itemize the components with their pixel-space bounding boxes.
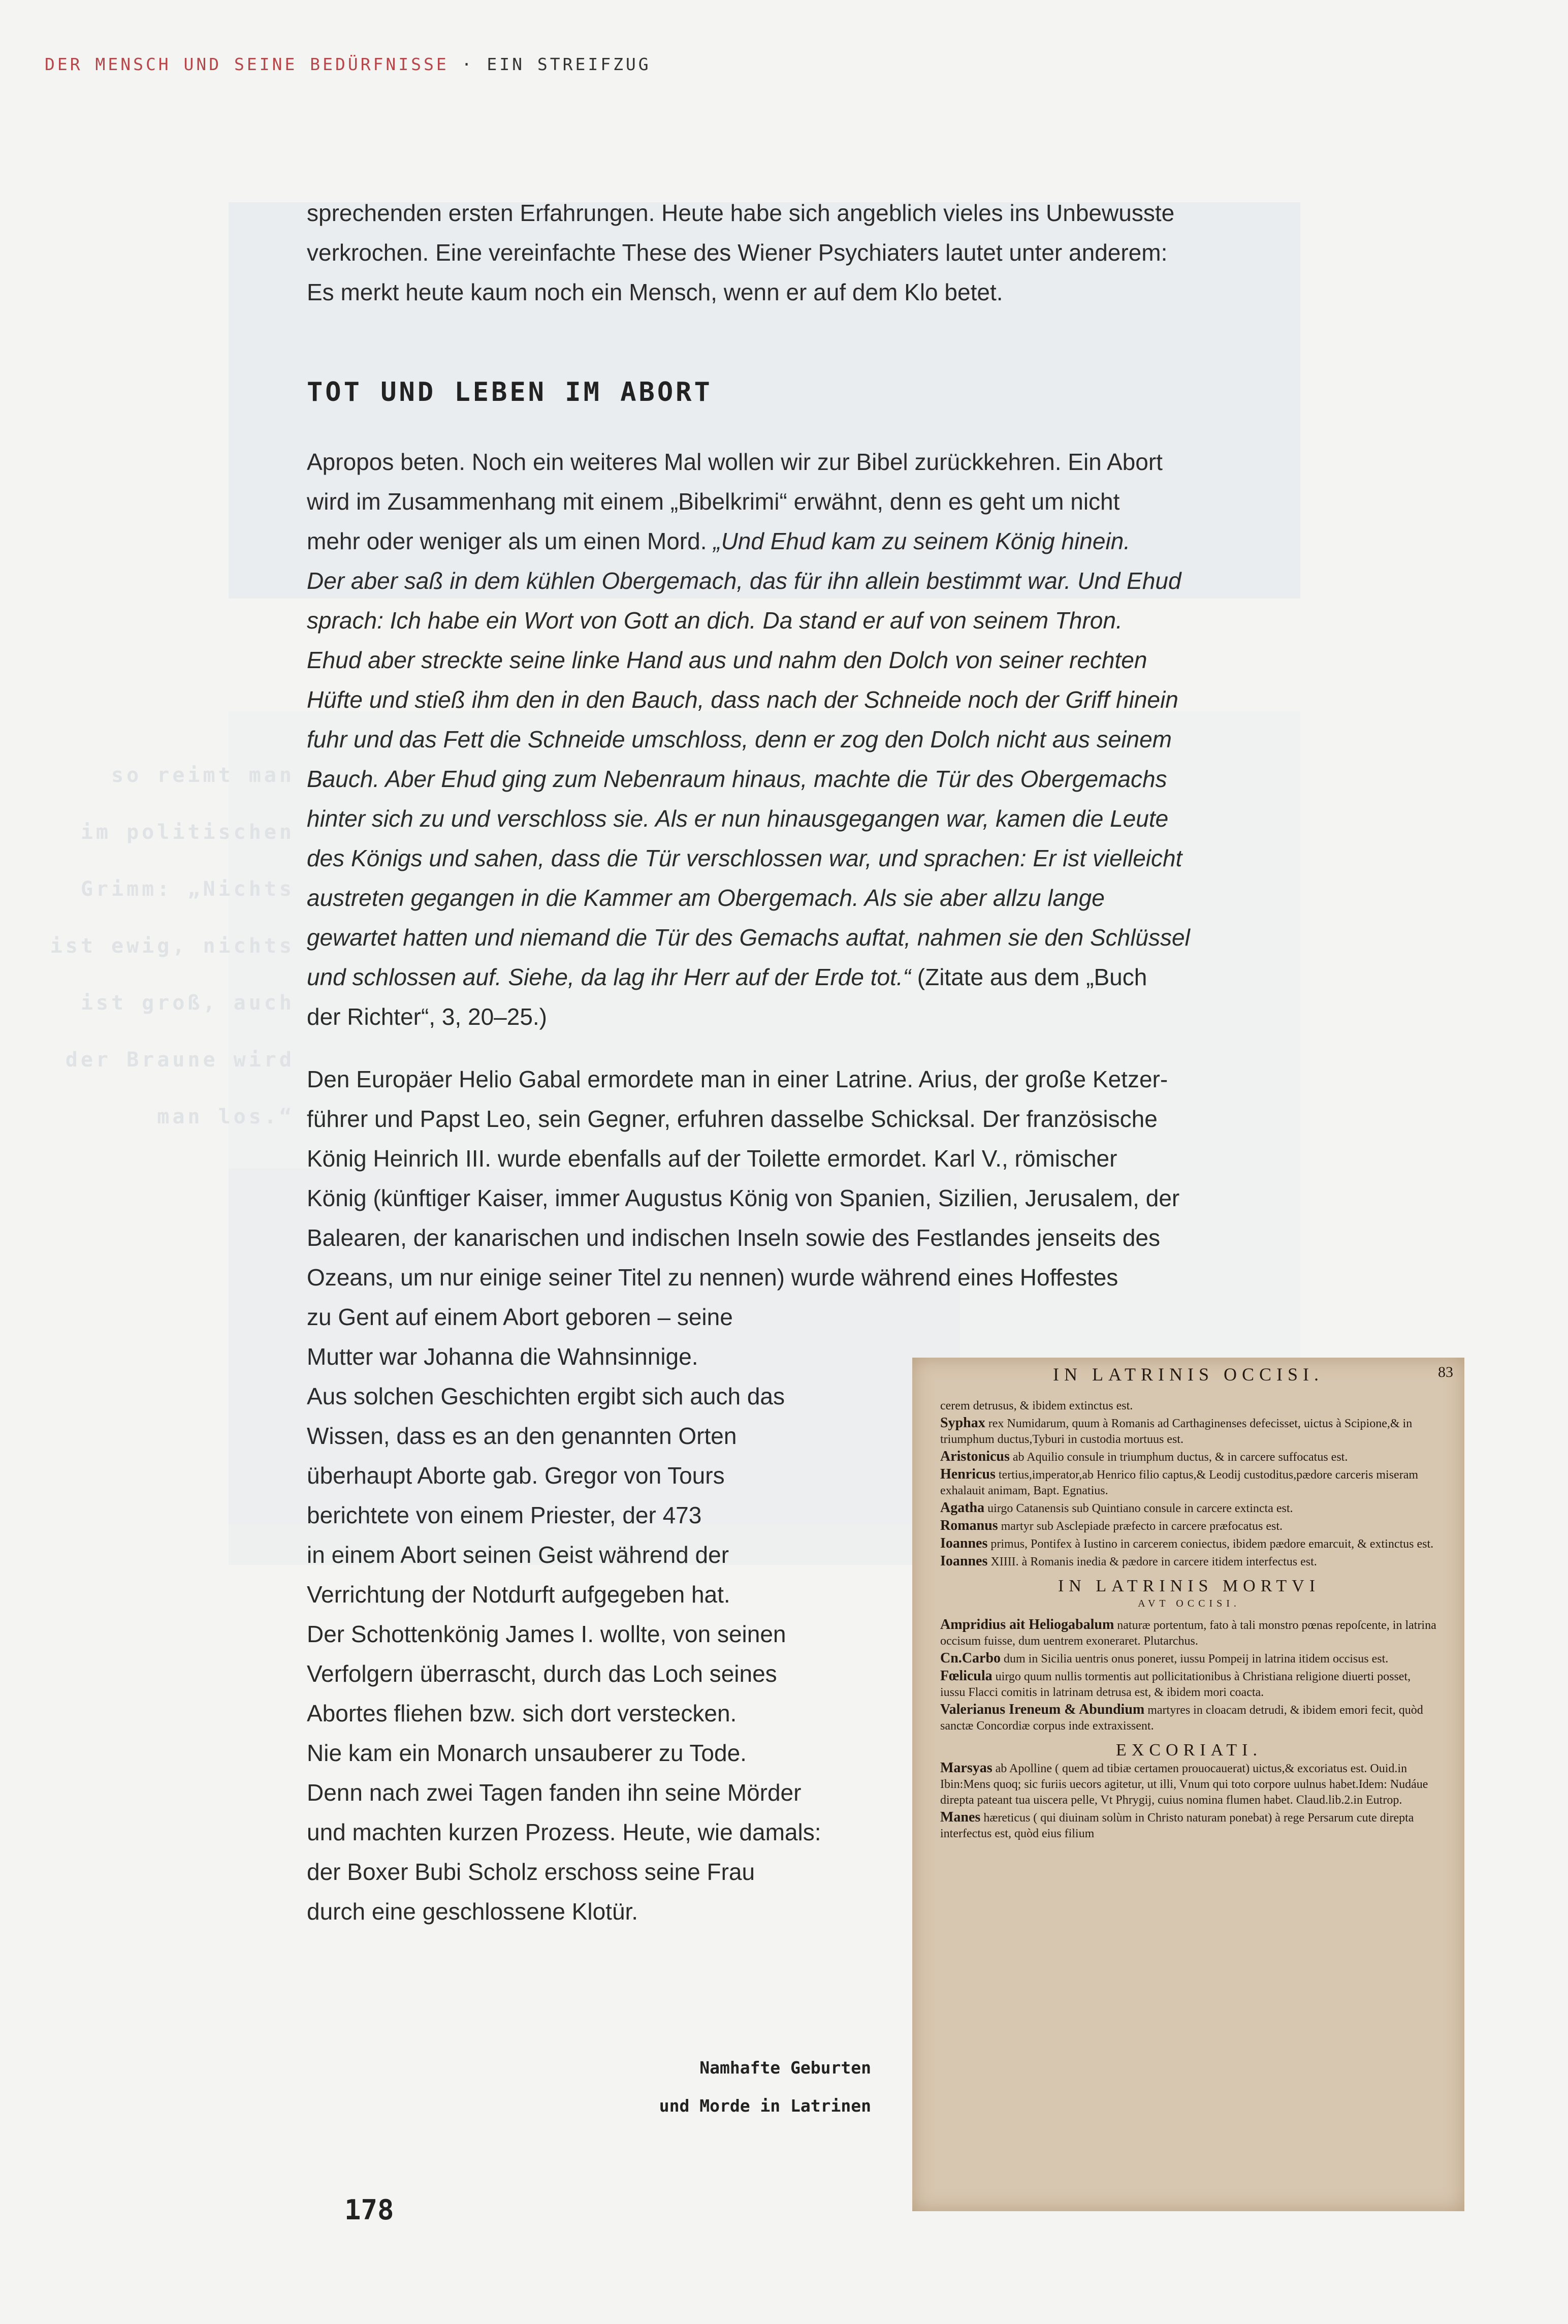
quote-line: Ehud aber streckte seine linke Hand aus und nahm den Dolch von seiner rechten: [307, 647, 1147, 673]
showthrough-line: so reimt man: [111, 764, 295, 787]
showthrough-line: Grimm: „Nichts: [80, 877, 295, 901]
scan-entry: Ioannes primus, Pontifex à Iustino in carcerem coniectus, ibidem pædore emarcuit, & extinctus est.: [940, 1535, 1434, 1551]
quote-line: des Königs und sahen, dass die Tür verschlossen war, und sprachen: Er ist vielleicht: [307, 845, 1182, 871]
quote-line: fuhr und das Fett die Schneide umschloss, denn er zog den Dolch nicht aus seinem: [307, 726, 1172, 752]
quote-text: „Und Ehud kam zu seinem König hinein.: [713, 528, 1131, 554]
quote-line: austreten gegangen in die Kammer am Obergemach. Als sie aber allzu lange: [307, 885, 1105, 911]
running-head-separator: ·: [461, 54, 474, 74]
bible-paragraph: [307, 442, 1272, 1037]
scan-subhead: IN LATRINIS MORTVI: [1058, 1577, 1321, 1595]
page-number: 178: [344, 2194, 394, 2226]
scan-entry: Romanus martyr sub Asclepiade præfecto in carcere præfocatus est.: [940, 1518, 1283, 1533]
text-line: Den Europäer Helio Gabal ermordete man in einer Latrine. Arius, der große Ketzer-: [307, 1066, 1168, 1092]
quote-line: Bauch. Aber Ehud ging zum Nebenraum hinaus, machte die Tür des Obergemachs: [307, 766, 1167, 792]
showthrough-line: man los.“: [157, 1105, 295, 1128]
historic-book-scan: [912, 1358, 1464, 2211]
text-line: führer und Papst Leo, sein Gegner, erfuhren dasselbe Schicksal. Der französische: [307, 1106, 1158, 1132]
scan-entry: Fœlicula uirgo quum nullis tormentis aut pollicitationibus à Christiana religione diuerti posset, iussu Flacci comitis in latrinam detrusa est, & ibidem mori coacta.: [940, 1668, 1411, 1699]
text-line: Es merkt heute kaum noch ein Mensch, wenn er auf dem Klo betet.: [307, 279, 1003, 305]
text-line: sprechenden ersten Erfahrungen. Heute habe sich angeblich vieles ins Unbewusste: [307, 200, 1175, 226]
scan-entry: Valerianus Ireneum & Abundium martyres in cloacam detrudi, & ibidem emori fecit, quòd sanctæ Concordiæ corpus inde extraxissent.: [940, 1702, 1423, 1733]
text-line: Aus solchen Geschichten ergibt sich auch das: [307, 1383, 785, 1409]
text-line: Balearen, der kanarischen und indischen Inseln sowie des Festlandes jenseits des: [307, 1224, 1161, 1251]
scan-entry: cerem detrusus, & ibidem extinctus est.: [940, 1399, 1133, 1412]
text-line: [307, 521, 1272, 561]
scan-entry: Agatha uirgo Catanensis sub Quintiano consule in carcere extincta est.: [940, 1500, 1293, 1516]
text-line: Verfolgern überrascht, durch das Loch seines: [307, 1660, 777, 1687]
scan-page-number: 83: [1438, 1364, 1453, 1380]
text-line: wird im Zusammenhang mit einem „Bibelkrimi“ erwähnt, denn es geht um nicht: [307, 488, 1120, 515]
quote-line: Der aber saß in dem kühlen Obergemach, das für ihn allein bestimmt war. Und Ehud: [307, 568, 1181, 594]
text-line: berichtete von einem Priester, der 473: [307, 1502, 702, 1528]
scan-subsubhead: AVT OCCISI.: [1138, 1598, 1240, 1609]
scan-entry: Ioannes XIIII. à Romanis inedia & pædore in carcere itidem interfectus est.: [940, 1553, 1317, 1569]
scan-entry: Manes hæreticus ( qui diuinam solùm in Christo naturam ponebat) à rege Persarum cute direpta interfectus est, quòd eius filium: [940, 1809, 1414, 1840]
text-line: Nie kam ein Monarch unsauberer zu Tode.: [307, 1740, 747, 1766]
intro-paragraph: [307, 193, 1272, 312]
scan-entry: Marsyas ab Apolline ( quem ad tibiæ certamen prouocauerat) uictus,& excoriatus est. Ouid.in Ibin:Mens quoq; sic furiis uecors agitetur, ut illi, Vnum qui toto corpore uulnus habet.Idem: Nudáue direpta pateant tua uiscera pelle, Vt Phrygij, cuius nomina flumen habet. Claud.lib.2.in Eutrop.: [940, 1760, 1428, 1807]
scan-subhead: EXCORIATI.: [1116, 1741, 1262, 1760]
scan-entry: Aristonicus ab Aquilio consule in triumphum ductus, & in carcere suffocatus est.: [940, 1449, 1348, 1464]
text-line: durch eine geschlossene Klotür.: [307, 1898, 638, 1925]
scan-body: [940, 1397, 1438, 1843]
text-line: Denn nach zwei Tagen fanden ihn seine Mörder: [307, 1779, 802, 1806]
text-line: Abortes fliehen bzw. sich dort verstecken.: [307, 1700, 737, 1726]
text-line: Ozeans, um nur einige seiner Titel zu nennen) wurde während eines Hoffestes: [307, 1264, 1118, 1291]
quote-line: gewartet hatten und niemand die Tür des Gemachs auftat, nahmen sie den Schlüssel: [307, 924, 1190, 951]
scan-entry: Syphax rex Numidarum, quum à Romanis ad Carthaginenses defecisset, uictus à Scipione,& in triumphum ductus,Tyburi in custodia mortuus est.: [940, 1415, 1413, 1446]
showthrough-line: ist groß, auch: [80, 991, 295, 1015]
text-line: König (künftiger Kaiser, immer Augustus König von Spanien, Sizilien, Jerusalem, der: [307, 1185, 1180, 1211]
showthrough-line: ist ewig, nichts: [50, 934, 295, 958]
showthrough-text: [30, 747, 295, 1145]
text-line: in einem Abort seinen Geist während der: [307, 1542, 729, 1568]
text-line: und machten kurzen Prozess. Heute, wie damals:: [307, 1819, 821, 1845]
caption-line: Namhafte Geburten: [699, 2058, 871, 2078]
text-line: überhaupt Aborte gab. Gregor von Tours: [307, 1462, 725, 1489]
text-line: Verrichtung der Notdurft aufgegeben hat.: [307, 1581, 730, 1608]
showthrough-line: im politischen: [80, 821, 295, 844]
plain-text: mehr oder weniger als um einen Mord.: [307, 528, 714, 554]
text-line: Wissen, dass es an den genannten Orten: [307, 1423, 737, 1449]
text-line: Apropos beten. Noch ein weiteres Mal wollen wir zur Bibel zurückkehren. Ein Abort: [307, 449, 1163, 475]
scan-entry: Ampridius ait Heliogabalum naturæ portentum, fato à tali monstro pœnas repoſcente, in latrina occisum fuisse, dum uentrem exoneraret. Plutarchus.: [940, 1617, 1436, 1648]
caption-line: und Morde in Latrinen: [659, 2096, 871, 2116]
text-line: [307, 957, 1272, 997]
running-head-subtitle: EIN STREIFZUG: [487, 54, 651, 74]
quote-line: hinter sich zu und verschloss sie. Als er nun hinausgegangen war, kamen die Leute: [307, 805, 1169, 832]
text-line: Mutter war Johanna die Wahnsinnige.: [307, 1343, 698, 1370]
quote-line: sprach: Ich habe ein Wort von Gott an dich. Da stand er auf von seinem Thron.: [307, 607, 1123, 634]
text-line: zu Gent auf einem Abort geboren – seine: [307, 1304, 733, 1330]
image-caption: [599, 2049, 871, 2125]
plain-text: (Zitate aus dem „Buch: [911, 964, 1147, 990]
section-heading: TOT UND LEBEN IM ABORT: [307, 377, 713, 407]
text-line: König Heinrich III. wurde ebenfalls auf der Toilette ermordet. Karl V., römischer: [307, 1145, 1117, 1172]
scan-title: IN LATRINIS OCCISI.: [1052, 1364, 1324, 1385]
text-line: verkrochen. Eine vereinfachte These des Wiener Psychiaters lautet unter anderem:: [307, 239, 1168, 266]
text-line: der Boxer Bubi Scholz erschoss seine Frau: [307, 1859, 755, 1885]
quote-text: und schlossen auf. Siehe, da lag ihr Herr auf der Erde tot.“: [307, 964, 911, 990]
running-head-title: DER MENSCH UND SEINE BEDÜRFNISSE: [45, 54, 449, 74]
text-line: Der Schottenkönig James I. wollte, von seinen: [307, 1621, 786, 1647]
quote-line: Hüfte und stieß ihm den in den Bauch, dass nach der Schneide noch der Griff hinein: [307, 686, 1178, 713]
scan-entry: Cn.Carbo dum in Sicilia uentris onus poneret, iussu Pompeij in latrina itidem occisus est.: [940, 1650, 1389, 1666]
running-head: [45, 54, 651, 74]
text-line: der Richter“, 3, 20–25.): [307, 1003, 548, 1030]
scan-entry: Henricus tertius,imperator,ab Henrico filio captus,& Leodij custoditus,pædore carceris miseram exhalauit animam, Bapt. Egnatius.: [940, 1466, 1419, 1497]
showthrough-line: der Braune wird: [65, 1048, 295, 1072]
